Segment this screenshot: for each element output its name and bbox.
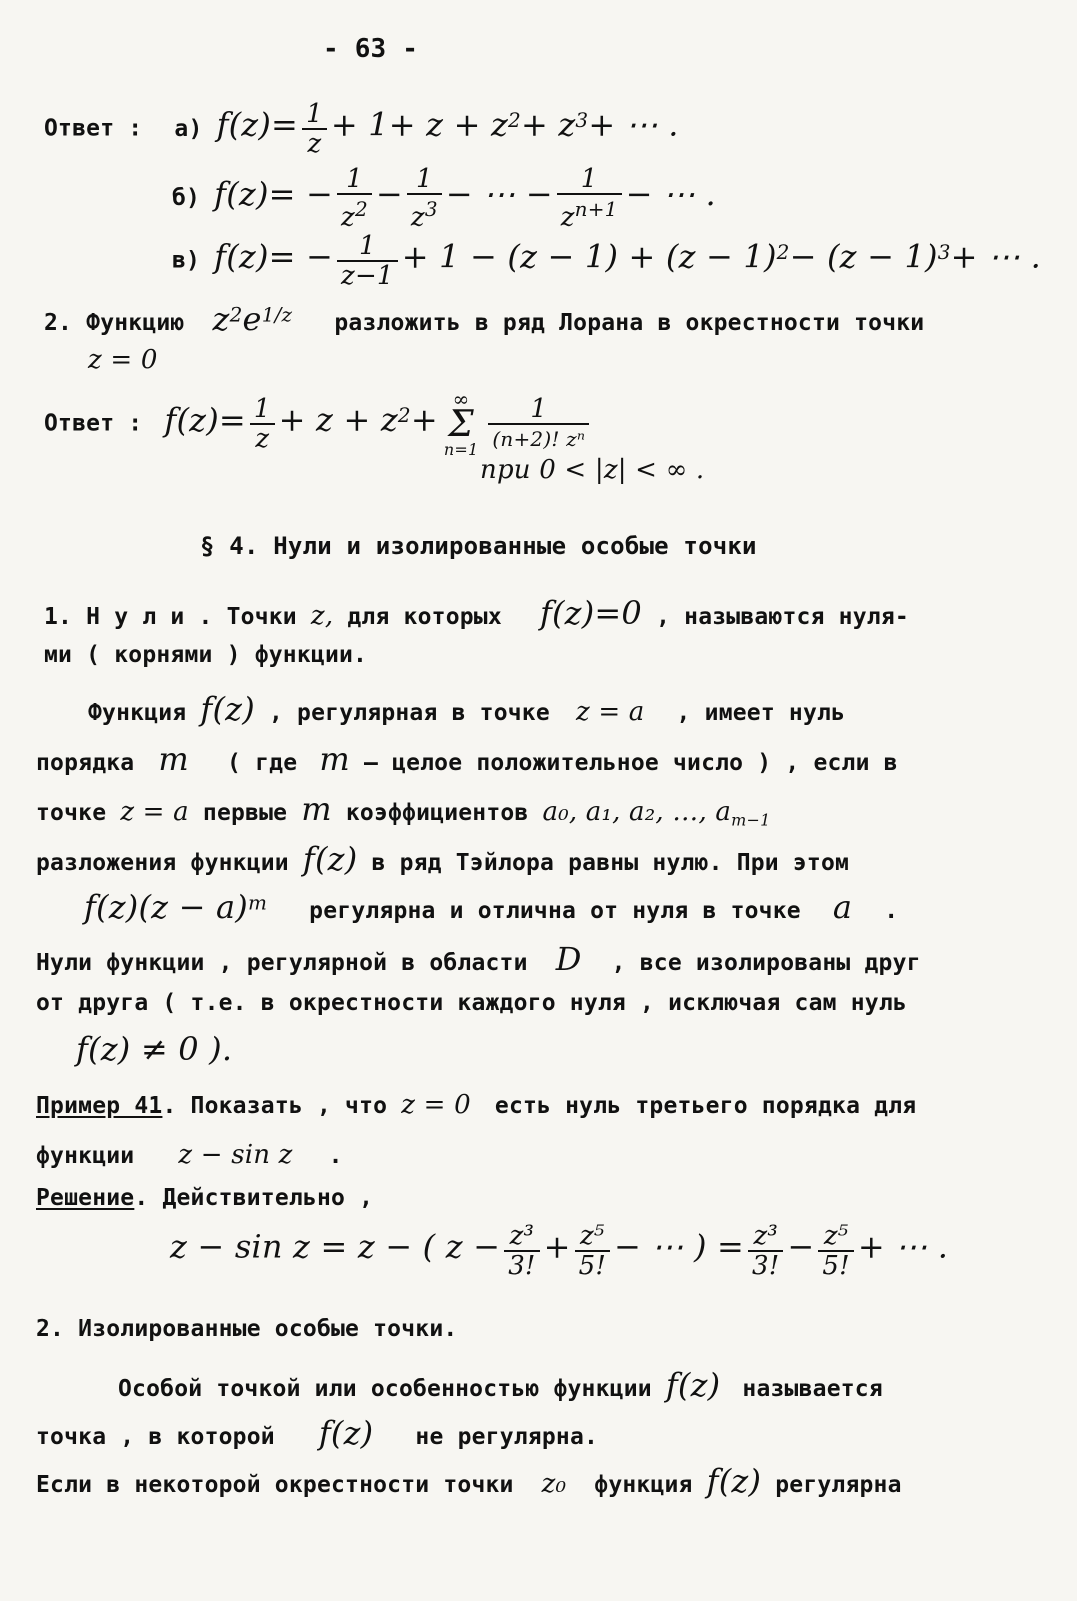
task2-point: z = 0 [88,345,158,375]
formula-a-mid: + z [520,105,576,144]
isolated-line2: точка , в которой f(z) не регулярна. [36,1414,599,1452]
formula-b-lhs: f(z)= − [214,174,334,213]
zeros-definition-line2: ми ( корнями ) функции. [44,642,368,668]
answer2-condition: при 0 < |z| < ∞ . [480,455,705,485]
order-line2: порядка m ( где m – целое положительное число ) , если в [36,740,898,778]
answer-label: Ответ : [44,115,143,142]
answer-a-tag: а) [174,115,203,142]
task2-func-power: 2 [229,302,243,327]
task2-line [44,300,924,338]
formula-b-frac3: $\frac{1}{z^{n+1}}$ [557,165,622,232]
order-line3: точке z = a первые m коэффициентов a₀, a₁, a₂, …, $a_{m-1}$ [36,790,771,830]
zeros-definition-line1: 1. Н у л и . Точки z, для которых f(z)=0 , называются нуля- [44,594,909,632]
formula-c-frac1: $\frac{1}{z-1}$ [337,232,398,290]
example-41-line2: функции z − sin z . [36,1140,343,1170]
order-line4: разложения функции f(z) в ряд Тэйлора равны нулю. При этом [36,840,850,878]
answer2-frac1: $\frac{1}{z}$ [250,395,275,453]
order-line7: от друга ( т.е. в окрестности каждого нуля , исключая сам нуль [36,990,907,1016]
example-41-line1: Пример 41. Показать , что z = 0 есть нуль третьего порядка для [36,1090,917,1120]
formula-b-dash: − [375,174,403,213]
isolated-points-title: 2. Изолированные особые точки. [36,1316,458,1342]
formula-a-lhs: f(z)= [216,105,299,144]
formula-c-rest: + 1 − (z − 1) + (z − 1) [401,237,777,276]
order-line5: f(z)(z − a)m регулярна и отлична от нуля в точке a . [84,888,899,926]
order-line8: f(z) ≠ 0 ). [76,1030,233,1068]
formula-b-mid: − ⋯ − [445,174,553,213]
example-label: Пример 41 [36,1093,163,1119]
solution-label: Решение [36,1185,135,1211]
formula-b-tail: − ⋯ . [625,174,716,213]
page-number: - 63 - [323,34,419,64]
formula-c-power2: 2 [776,239,790,264]
formula-a-tail: + ⋯ . [588,105,679,144]
formula-c-mid: − (z − 1) [789,237,938,276]
answer2-frac2: $\frac{1}{\text{(n+2)! zⁿ}}$ [488,395,589,453]
formula-a-power3: 3 [575,107,589,132]
formula-b-frac1: $\frac{1}{z^2}$ [337,165,372,232]
order-line6: Нули функции , регулярной в области D , все изолированы друг [36,940,921,978]
formula-c-power3: 3 [937,239,951,264]
formula-c-lhs: f(z)= − [214,237,334,276]
answer2-line [44,387,593,459]
formula-c-tail: + ⋯ . [950,237,1041,276]
answer-b-tag: б) [172,184,201,211]
task2-text: разложить в ряд Лорана в окрестности точки [334,310,925,336]
formula-a-frac1: $\frac{1}{z}$ [302,100,327,158]
formula-a-power2: 2 [508,107,521,132]
task2-func-e: e [242,300,262,338]
formula-b-frac2: $\frac{1}{z^3}$ [407,165,442,232]
answer-a-line [44,100,679,158]
answer2-lhs: f(z)= [164,400,246,439]
solution-line1: Решение. Действительно , [36,1185,374,1211]
task2-func-exp: 1/z [261,302,293,327]
answer2-plus: + [410,400,438,439]
answer2-label: Ответ : [44,410,143,437]
section-heading: § 4. Нули и изолированные особые точки [200,532,757,560]
task2-number: 2. Функцию [44,310,185,336]
answer-b-line [172,165,716,232]
answer-c-line [172,232,1041,290]
task2-func-base: z [212,300,230,338]
order-line1: Функция f(z) , регулярная в точке z = a , имеет нуль [88,690,846,728]
answer-c-tag: в) [172,247,201,274]
answer2-mid: + z + z [278,400,398,439]
isolated-line1: Особой точкой или особенностью функции f(z) называется [118,1366,883,1404]
isolated-line3: Если в некоторой окрестности точки z₀ функция f(z) регулярна [36,1462,902,1500]
formula-a-rest: + 1+ z + z [330,105,509,144]
solution-formula: z − sin z = z − ( z − $\frac{\text{z³}}{3!}$ + $\frac{\text{z⁵}}{5!}$ − ⋯ ) = $\frac{\text{z³}}{3!}$ − $\frac{\text{z⁵}}{5!}$ + ⋯ . [170,1221,949,1281]
answer2-sum: ∞ Σ n=1 [443,387,479,459]
answer2-power: 2 [397,402,411,427]
